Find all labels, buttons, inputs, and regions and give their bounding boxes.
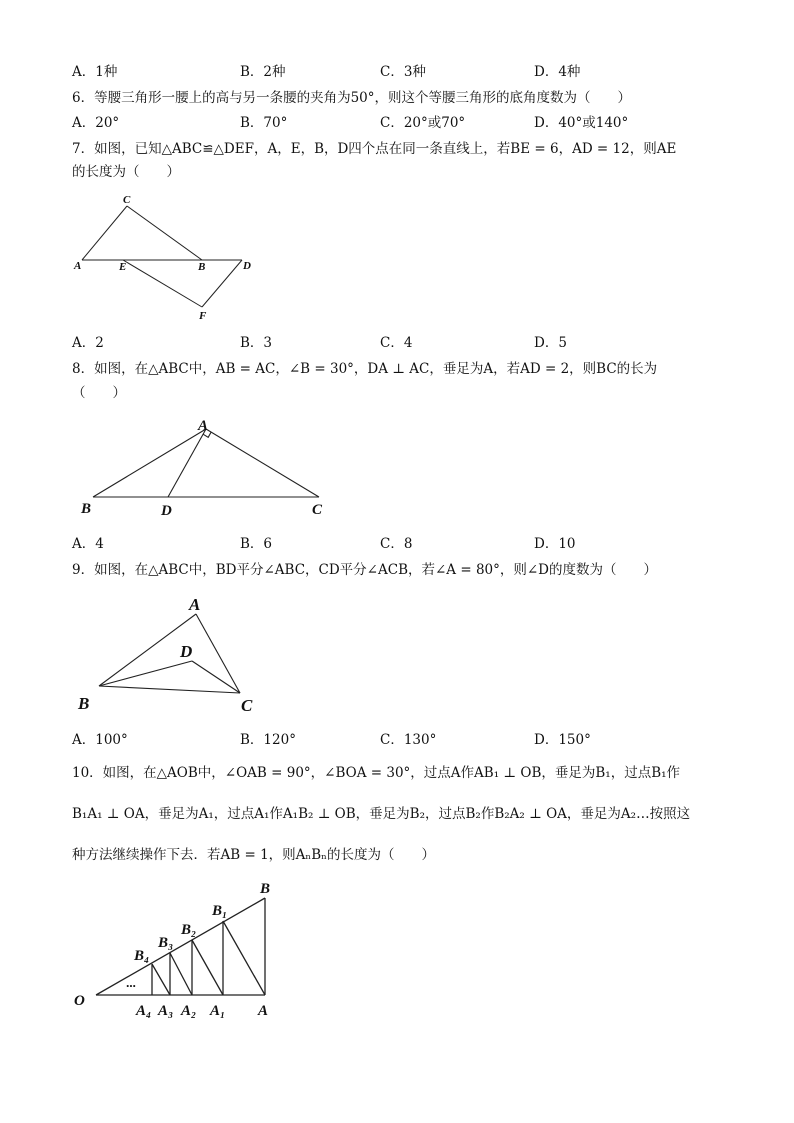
q7-label-e: E <box>119 261 127 273</box>
q5-option-b[interactable]: B．2种 <box>240 64 286 80</box>
q9-option-d[interactable]: D．150° <box>534 732 591 748</box>
q9-option-b[interactable]: B．120° <box>240 732 296 748</box>
q10-label-o: O <box>74 993 85 1009</box>
q9-segment-dc <box>192 661 240 693</box>
q5-option-d[interactable]: D．4种 <box>534 64 581 80</box>
q7-label-a: A <box>74 260 82 272</box>
q10-label-a2: A₂ <box>181 1003 197 1019</box>
q10-figure <box>70 872 290 1024</box>
q7-segment-ac <box>82 206 127 260</box>
q10-segment-a2b3 <box>170 953 192 995</box>
q8-stem-line1: 8．如图，在△ABC中，AB = AC，∠B = 30°，DA ⊥ AC，垂足为A，若AD = 2，则BC的长为 <box>72 361 658 377</box>
q10-segment-ab1 <box>223 921 265 995</box>
q8-label-a: A <box>198 418 209 434</box>
q8-label-d: D <box>161 503 172 519</box>
q9-label-b: B <box>78 694 90 713</box>
q9-stem: 9．如图，在△ABC中，BD平分∠ABC，CD平分∠ACB，若∠A = 80°，则∠D的度数为（ ） <box>72 562 658 578</box>
q7-label-f: F <box>199 310 207 322</box>
q10-label-b3: B₃ <box>158 935 174 951</box>
q8-segment-ad <box>168 429 206 497</box>
q5-option-a[interactable]: A．1种 <box>72 64 118 80</box>
q6-stem: 6．等腰三角形一腰上的高与另一条腰的夹角为50°，则这个等腰三角形的底角度数为（ ） <box>72 90 632 106</box>
q10-label-b2: B₂ <box>181 922 197 938</box>
q10-label-a4: A₄ <box>136 1003 152 1019</box>
q10-segment-a3b4 <box>152 964 170 995</box>
q8-label-c: C <box>312 502 323 518</box>
q7-option-d[interactable]: D．5 <box>534 335 567 351</box>
q8-stem-line2: （ ） <box>72 385 126 401</box>
q9-label-d: D <box>180 642 193 661</box>
q9-segment-bd <box>99 661 192 686</box>
q6-option-c[interactable]: C．20°或70° <box>380 115 466 131</box>
q8-option-c[interactable]: C．8 <box>380 536 413 552</box>
q5-option-c[interactable]: C．3种 <box>380 64 426 80</box>
q8-label-b: B <box>81 501 92 517</box>
q10-segment-ob <box>96 898 265 995</box>
q7-stem-line1: 7．如图，已知△ABC≌△DEF，A，E，B，D四个点在同一条直线上，若BE = 6，AD = 12，则AE <box>72 141 677 157</box>
q7-segment-cb <box>127 206 202 260</box>
q6-option-a[interactable]: A．20° <box>72 115 120 131</box>
q7-segment-fd <box>202 260 242 307</box>
q6-option-b[interactable]: B．70° <box>240 115 288 131</box>
q9-label-a: A <box>189 595 201 614</box>
q10-segment-a1b2 <box>192 940 223 995</box>
q7-segment-ef <box>123 260 202 307</box>
q7-option-a[interactable]: A．2 <box>72 335 104 351</box>
q10-stem-line3: 种方法继续操作下去．若AB = 1，则AₙBₙ的长度为（ ） <box>72 847 436 863</box>
q8-segment-ac <box>206 429 319 497</box>
q10-label-a: A <box>258 1003 269 1019</box>
q10-stem-line1: 10．如图，在△AOB中，∠OAB = 90°，∠BOA = 30°，过点A作AB₁ ⊥ OB，垂足为B₁，过点B₁作 <box>72 765 681 781</box>
q10-label-b1: B₁ <box>212 903 228 919</box>
q7-option-b[interactable]: B．3 <box>240 335 273 351</box>
q7-option-c[interactable]: C．4 <box>380 335 413 351</box>
q8-option-d[interactable]: D．10 <box>534 536 576 552</box>
q8-option-a[interactable]: A．4 <box>72 536 104 552</box>
q7-label-c: C <box>123 194 131 206</box>
q9-option-a[interactable]: A．100° <box>72 732 128 748</box>
q10-label-b: B <box>260 881 271 897</box>
q7-label-d: D <box>243 260 251 272</box>
q8-option-b[interactable]: B．6 <box>240 536 273 552</box>
q10-label-a1: A₁ <box>210 1003 226 1019</box>
q9-segment-bc <box>99 686 240 693</box>
q9-segment-ac <box>196 614 240 693</box>
q7-label-b: B <box>198 261 206 273</box>
q10-label-a3: A₃ <box>158 1003 174 1019</box>
q9-option-c[interactable]: C．130° <box>380 732 437 748</box>
q10-label-dots: ··· <box>126 978 136 993</box>
q10-stem-line2: B₁A₁ ⊥ OA，垂足为A₁，过点A₁作A₁B₂ ⊥ OB，垂足为B₂，过点B₂作B₂A₂ ⊥ OA，垂足为A₂…按照这 <box>72 806 691 822</box>
q8-segment-ab <box>93 429 206 497</box>
q6-option-d[interactable]: D．40°或140° <box>534 115 629 131</box>
q8-figure <box>75 412 335 522</box>
q9-figure <box>72 588 272 718</box>
q10-label-b4: B₄ <box>134 948 150 964</box>
q7-figure <box>70 190 270 325</box>
q9-label-c: C <box>241 696 253 715</box>
q7-stem-line2: 的长度为（ ） <box>72 164 180 180</box>
